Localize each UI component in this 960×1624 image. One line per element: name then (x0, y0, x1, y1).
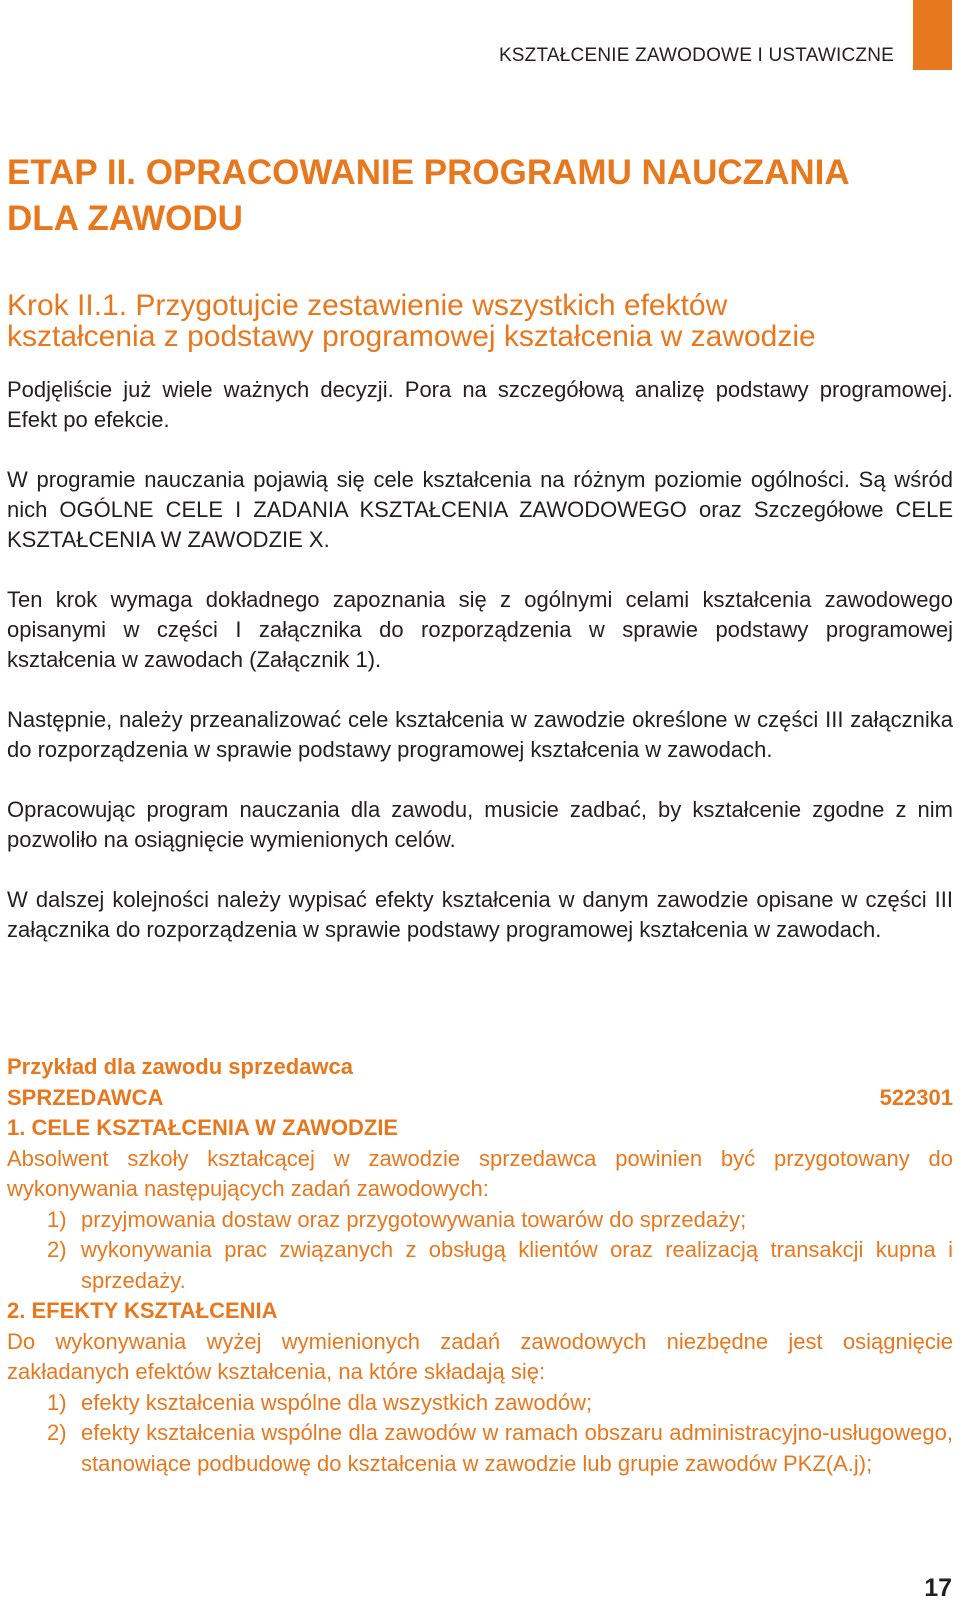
section-1-intro: Absolwent szkoły kształcącej w zawodzie sprzedawca powinien być przygotowany do wykonywania następujących zadań zawodowych: (7, 1145, 953, 1201)
section-2-list (7, 1388, 953, 1480)
list-item (7, 1205, 953, 1236)
section-1-heading: 1. CELE KSZTAŁCENIA W ZAWODZIE (7, 1115, 399, 1140)
list-item-text: wykonywania prac związanych z obsługą klientów oraz realizacją transakcji kupna i sprzedaży. (81, 1237, 953, 1293)
paragraph: Podjęliście już wiele ważnych decyzji. Pora na szczegółową analizę podstawy programowej. Efekt po efekcie. (7, 377, 953, 432)
paragraph: W programie nauczania pojawią się cele kształcenia na różnym poziomie ogólności. Są wśród nich OGÓLNE CELE I ZADANIA KSZTAŁCENIA ZAWODOWEGO oraz Szczegółowe CELE KSZTAŁCENIA W ZAWODZIE X. (7, 467, 953, 552)
profession-name: SPRZEDAWCA (7, 1084, 164, 1110)
section-1-list (7, 1205, 953, 1297)
running-header: KSZTAŁCENIE ZAWODOWE I USTAWICZNE (498, 45, 894, 66)
list-item (7, 1235, 953, 1296)
example-box (7, 1052, 953, 1479)
list-item (7, 1388, 953, 1419)
page-title-line-1: ETAP II. OPRACOWANIE PROGRAMU NAUCZANIA (7, 153, 850, 192)
step-heading (7, 290, 953, 352)
page-number: 17 (924, 1574, 952, 1602)
list-item-number: 1) (47, 1206, 67, 1232)
paragraph: W dalszej kolejności należy wypisać efekty kształcenia w danym zawodzie opisane w części III załącznika do rozporządzenia w sprawie podstawy programowej kształcenia w zawodach. (7, 887, 953, 942)
section-2-heading: 2. EFEKTY KSZTAŁCENIA (7, 1298, 278, 1323)
page-title-line-2: DLA ZAWODU (7, 199, 243, 238)
profession-row (7, 1083, 953, 1114)
list-item-text: przyjmowania dostaw oraz przygotowywania towarów do sprzedaży; (81, 1206, 747, 1232)
paragraph: Ten krok wymaga dokładnego zapoznania się z ogólnymi celami kształcenia zawodowego opisanymi w części I załącznika do rozporządzenia w sprawie podstawy programowej kształcenia w zawodach (Załącznik 1). (7, 587, 953, 672)
step-heading-line-2: kształcenia z podstawy programowej kształcenia w zawodzie (7, 320, 816, 353)
step-heading-line-1: Krok II.1. Przygotujcie zestawienie wszystkich efektów (7, 289, 728, 322)
example-heading: Przykład dla zawodu sprzedawca (7, 1054, 354, 1079)
list-item-number: 1) (47, 1389, 67, 1415)
page-corner-tab (913, 0, 952, 70)
profession-code: 522301 (879, 1084, 953, 1110)
list-item-text: efekty kształcenia wspólne dla wszystkich zawodów; (81, 1389, 593, 1415)
page-title (7, 150, 953, 242)
list-item-number: 2) (47, 1237, 67, 1262)
list-item-number: 2) (47, 1420, 67, 1445)
list-item (7, 1418, 953, 1479)
list-item-text: efekty kształcenia wspólne dla zawodów w ramach obszaru administracyjno-usługowego, stanowiące podbudowę do kształcenia w zawodzie lub grupie zawodów PKZ(A.j); (81, 1420, 953, 1476)
body-paragraphs (7, 375, 953, 975)
paragraph: Następnie, należy przeanalizować cele kształcenia w zawodzie określone w części III załącznika do rozporządzenia w sprawie podstawy programowej kształcenia w zawodach. (7, 707, 953, 762)
section-2-intro: Do wykonywania wyżej wymienionych zadań zawodowych niezbędne jest osiągnięcie zakładanych efektów kształcenia, na które składają się: (7, 1328, 953, 1384)
paragraph: Opracowując program nauczania dla zawodu, musicie zadbać, by kształcenie zgodne z nim pozwoliło na osiągnięcie wymienionych celów. (7, 797, 953, 852)
